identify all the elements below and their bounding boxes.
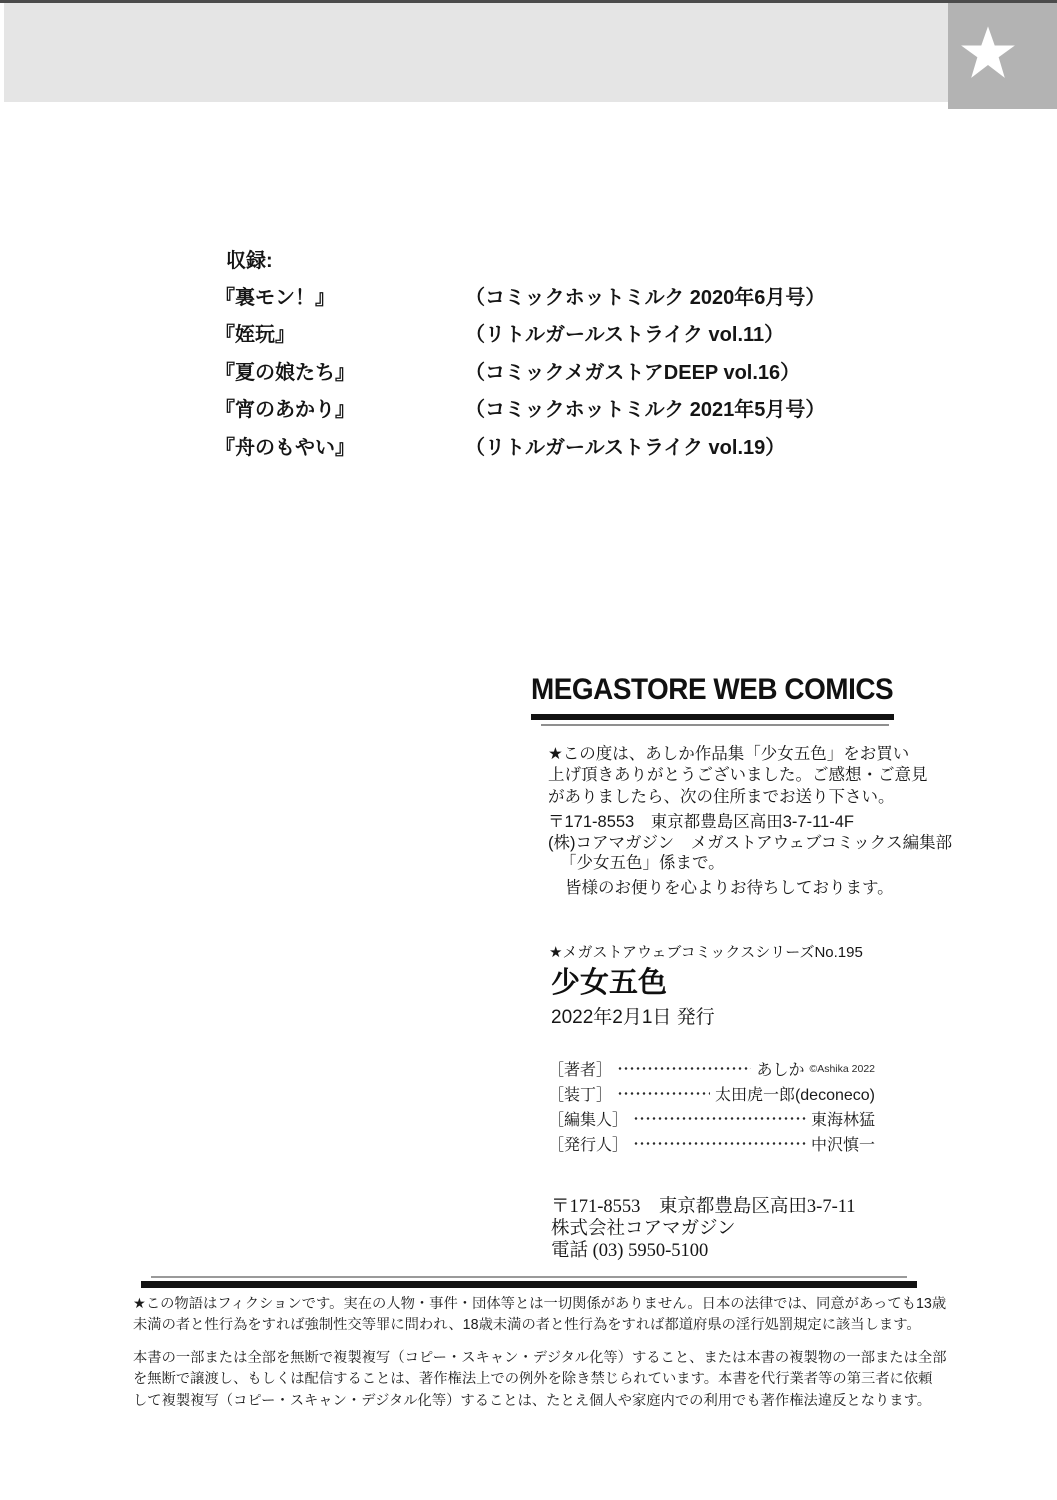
toc-source: （リトルガールストライク vol.11）	[465, 324, 785, 347]
toc-title: 『裏モン！』	[215, 287, 335, 309]
thanks-line: 上げ頂きありがとうございました。ご感想・ご意見	[548, 766, 928, 785]
toc-section	[215, 281, 855, 468]
series-line: ★メガストアウェブコミックスシリーズNo.195	[549, 944, 863, 961]
credit-label: ［著者］	[548, 1062, 613, 1079]
legal-disclaimer	[133, 1294, 947, 1412]
toc-row	[215, 393, 855, 430]
toc-row	[215, 356, 855, 393]
legal-line: を無断で譲渡し、もしくは配信することは、著作権法上での例外を除き禁じられています。本書を代行業者等の第三者に依頼	[133, 1371, 933, 1388]
address-line: 「少女五色」係まで。	[560, 854, 725, 873]
credit-name: 太田虎一郎(deconeco)	[714, 1087, 875, 1104]
section-divider-thin	[151, 1276, 907, 1278]
credit-row	[548, 1081, 875, 1106]
legal-line: ★この物語はフィクションです。実在の人物・事件・団体等とは一切関係がありません。日本の法律では、同意があっても13歳	[133, 1296, 947, 1312]
star-box	[948, 3, 1057, 109]
toc-source: （コミックメガストアDEEP vol.16）	[465, 361, 801, 384]
toc-row	[215, 431, 855, 468]
brand-rule-thin	[541, 724, 889, 726]
legal-line: 未満の者と性行為をすれば強制性交等罪に問われ、18歳未満の者と性行為をすれば都道府県の淫行処罰規定に該当します。	[133, 1317, 921, 1334]
toc-label: 収録:	[226, 250, 273, 272]
brand-rule-thick	[531, 714, 894, 720]
header-banner	[4, 3, 948, 102]
legal-line: して複製複写（コピー・スキャン・デジタル化等）することは、たとえ個人や家庭内での利用でも著作権法違反となります。	[133, 1392, 932, 1409]
credit-leader	[617, 1067, 751, 1070]
credit-leader	[617, 1092, 710, 1095]
toc-title: 『夏の娘たち』	[215, 361, 355, 384]
address-line: 〒171-8553 東京都豊島区高田3-7-11-4F	[548, 813, 854, 831]
credit-name: あしか	[756, 1062, 805, 1079]
address-block	[548, 812, 952, 898]
legal-paragraph	[133, 1348, 947, 1412]
thanks-line: がありましたら、次の住所までお送り下さい。	[548, 787, 895, 806]
publisher-block	[551, 1196, 856, 1262]
credit-note: ©Ashika 2022	[809, 1062, 875, 1075]
section-divider-thick	[141, 1281, 917, 1288]
credit-label: ［編集人］	[548, 1112, 629, 1129]
credit-label: ［装丁］	[548, 1087, 613, 1104]
toc-source: （リトルガールストライク vol.19）	[465, 436, 786, 459]
publisher-line: 株式会社コアマガジン	[551, 1219, 736, 1239]
toc-title: 『姪玩』	[215, 324, 295, 347]
credit-leader	[633, 1117, 806, 1120]
book-title: 少女五色	[551, 967, 668, 999]
toc-source: （コミックホットミルク 2021年5月号）	[465, 399, 826, 422]
credits-list	[548, 1056, 875, 1156]
toc-title: 『宵のあかり』	[215, 399, 355, 422]
publisher-line: 〒171-8553 東京都豊島区高田3-7-11	[551, 1197, 856, 1217]
thanks-paragraph	[548, 744, 928, 808]
megastore-header	[531, 675, 894, 726]
credit-row	[548, 1131, 875, 1156]
credit-name: 東海林猛	[810, 1112, 875, 1129]
legal-line: 本書の一部または全部を無断で複製複写（コピー・スキャン・デジタル化等）すること、または本書の複製物の一部または全部	[133, 1350, 947, 1367]
toc-title: 『舟のもやい』	[215, 436, 355, 459]
publish-date: 2022年2月1日 発行	[551, 1007, 715, 1028]
star-icon	[960, 26, 1016, 80]
publisher-line: 電話 (03) 5950-5100	[551, 1241, 709, 1261]
credit-name: 中沢慎一	[810, 1137, 875, 1154]
legal-paragraph	[133, 1294, 947, 1337]
credit-row	[548, 1106, 875, 1131]
brand-title: MEGASTORE WEB COMICS	[531, 673, 894, 706]
credit-row	[548, 1056, 875, 1081]
toc-source: （コミックホットミルク 2020年6月号）	[465, 287, 826, 309]
credit-label: ［発行人］	[548, 1137, 629, 1154]
toc-row	[215, 281, 855, 318]
address-line: 皆様のお便りを心よりお待ちしております。	[565, 878, 894, 897]
thanks-line: ★この度は、あしか作品集「少女五色」をお買い	[548, 745, 910, 763]
credit-leader	[633, 1142, 806, 1145]
toc-row	[215, 318, 855, 355]
address-line: (株)コアマガジン メガストアウェブコミックス編集部	[548, 833, 953, 852]
